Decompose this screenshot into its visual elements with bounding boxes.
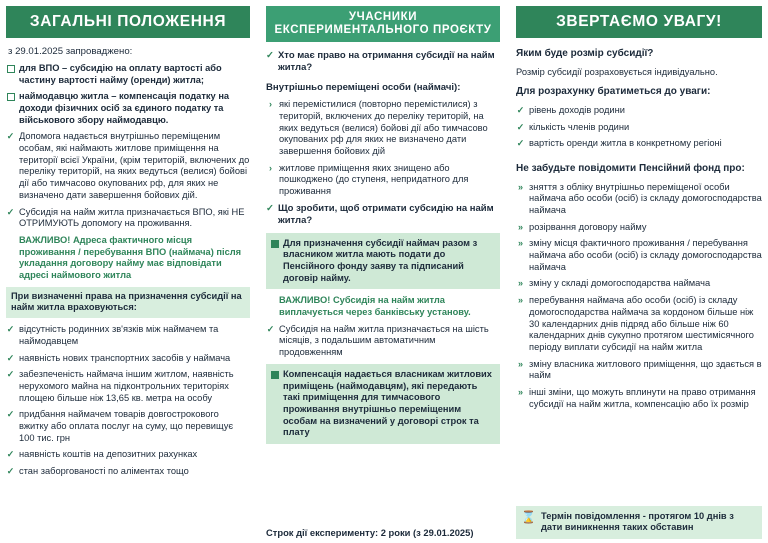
list-item-label: перебування наймача або особи (осіб) із складу домогосподарства наймача за кордоном більше ніж 30 календарних днів підряд або більше ніж 60 календарних днів сукупно протягом шестимісячного періоду виплати субсидії на найм житла [529, 295, 754, 352]
list-item [6, 409, 250, 444]
list-item [516, 138, 762, 150]
column-attention-header: ЗВЕРТАЄМО УВАГУ! [516, 6, 762, 38]
check-icon: ✓ [6, 131, 15, 142]
list-item [6, 131, 250, 201]
chevron-right-icon: » [518, 358, 524, 369]
compensation-label: Компенсація надається власникам житлових приміщень (наймодавцям), які передають такі приміщення для тимчасового проживання внутрішньо переміщеним особам на визначений у договорі строк та плату [282, 368, 492, 438]
chevron-right-icon: » [518, 278, 524, 289]
check-icon: ✓ [6, 409, 15, 420]
list-item [516, 238, 762, 273]
list-item-label: забезпеченість наймача іншим житлом, наявність нерухомого майна на підконтрольних територіях площею більше ніж 13,65 кв. метра на особу [19, 369, 234, 403]
list-item-label: які перемістилися (повторно перемістилися) з територій, включених до переліку територій, на яких ведуться (велися) бойові дії або тимчасово окупованих рф для яких не визначено дати завершення бойових дій [278, 99, 488, 156]
column-participants-header: УЧАСНИКИ ЕКСПЕРИМЕНТАЛЬНОГО ПРОЄКТУ [266, 6, 500, 42]
check-icon: ✓ [6, 324, 15, 335]
list-item [266, 99, 500, 158]
inform-title: Не забудьте повідомити Пенсійний фонд про: [516, 163, 745, 174]
notice-term-label: Термін повідомлення - протягом 10 днів з дати виникнення таких обставин [541, 510, 734, 533]
check-icon: ✓ [265, 202, 274, 214]
list-item [516, 182, 762, 217]
question-amount: Яким буде розмір субсидії? [516, 47, 654, 59]
column-general [6, 6, 258, 539]
chevron-right-icon: » [518, 295, 524, 306]
check-icon: ✓ [516, 138, 525, 149]
check-icon: ✓ [6, 352, 15, 363]
list-item-label: придбання наймачем товарів довгострокового вжитку або оплата послуг на суму, що перевищує 100 тис. грн [19, 409, 234, 443]
checkbox-icon [6, 63, 15, 76]
list-item-label: стан заборгованості по аліментах тощо [19, 466, 189, 477]
list-item-label: відсутність родинних зв'язків між наймачем та наймодавцем [19, 324, 219, 346]
checkbox-filled-icon [271, 238, 279, 252]
list-item [516, 295, 762, 354]
list-item [516, 359, 762, 382]
column-participants [258, 6, 508, 539]
apply-instruction-block [266, 233, 500, 290]
list-item-label: інші зміни, що можуть вплинути на право отримання субсидії на найм житла, компенсацію або їх розмір [529, 387, 756, 409]
project-term: Строк дії експерименту: 2 роки (з 29.01.2025) [265, 527, 474, 539]
list-item [516, 122, 762, 134]
compensation-block [266, 364, 500, 444]
list-item-label: Субсидія на найм житла призначається на шість місяців, з подальшим автоматичним продовженням [278, 323, 489, 358]
check-icon: ✓ [6, 449, 15, 460]
list-item-label: зміну місця фактичного проживання / перебування наймача або особи (осіб) із складу домогосподарства наймача [529, 238, 762, 272]
apply-instruction-label: Для призначення субсидії наймач разом з власником житла мають подати до Пенсійного фонду заяву та підписаний договір найму. [282, 237, 478, 283]
chevron-right-icon: » [518, 181, 524, 192]
list-item [6, 449, 250, 461]
important-note-label: ВАЖЛИВО! Адреса фактичного місця проживання / перебування ВПО (наймача) після укладання договору найму має відповідати адресі наймового житла [19, 234, 242, 281]
list-item-label: житлове приміщення яких знищено або пошкоджено (до ступеня, непридатного для проживання [278, 162, 469, 197]
list-item-label: вартість оренди житла в конкретному регіоні [529, 138, 722, 149]
check-icon: ✓ [265, 50, 274, 62]
check-icon: ✓ [6, 466, 15, 477]
chevron-right-icon: » [518, 221, 524, 232]
list-item-label: наймодавцю житла – компенсація податку на доходи фізичних осіб за єдиного податку та військового збору наймодавцю. [19, 91, 230, 125]
list-item [6, 353, 250, 365]
chevron-right-icon: › [268, 99, 272, 110]
list-item [266, 163, 500, 198]
list-item [6, 91, 250, 126]
criteria-title: При визначенні права на призначення субсидії на найм житла враховуються: [11, 290, 242, 313]
list-item [266, 324, 500, 359]
list-item [6, 466, 250, 478]
question-who [266, 50, 500, 74]
list-item [516, 278, 762, 290]
list-item [6, 63, 250, 86]
general-intro: з 29.01.2025 запроваджено: [8, 45, 133, 57]
column-general-header: ЗАГАЛЬНІ ПОЛОЖЕННЯ [6, 6, 250, 38]
important-note [266, 295, 500, 318]
list-item [516, 105, 762, 117]
list-item [6, 369, 250, 404]
check-icon: ✓ [266, 323, 275, 334]
hourglass-icon: ⌛ [521, 509, 536, 524]
chevron-right-icon: » [518, 238, 524, 249]
column-attention [508, 6, 762, 539]
list-item [516, 387, 762, 410]
list-item-label: зміну власника житлового приміщення, що здається в найм [529, 358, 762, 381]
question-who-label: Хто має право на отримання субсидії на найм житла? [277, 50, 495, 74]
list-item-label: Допомога надається внутрішньо переміщеним особам, які наймають житлове приміщення на території всієї України, (крім територій, включених до переліку територій, на яких ведуться (велися) бойові дії або тимчасово окупованих рф, для яких не визначено дати завершення бойових дій. [19, 131, 250, 200]
list-item-label: наявність нових транспортних засобів у наймача [19, 352, 231, 363]
list-item-label: кількість членів родини [529, 121, 630, 132]
list-item-label: зміну у складі домогосподарства наймача [529, 278, 711, 289]
check-icon: ✓ [6, 369, 15, 380]
check-icon: ✓ [516, 104, 525, 115]
chevron-right-icon: › [268, 162, 272, 173]
chevron-right-icon: » [518, 387, 524, 398]
checkbox-icon [6, 91, 15, 104]
check-icon: ✓ [516, 121, 525, 132]
list-item [6, 207, 250, 230]
notice-term-block [516, 506, 762, 539]
checkbox-filled-icon [271, 369, 279, 383]
calculation-title: Для розрахунку братиметься до уваги: [516, 86, 711, 98]
question-how-label: Що зробити, щоб отримати субсидію на найм житла? [277, 202, 494, 226]
list-item-label: Субсидія на найм житла призначається ВПО, які НЕ ОТРИМУЮТЬ допомогу на проживання. [19, 206, 245, 229]
list-item-label: рівень доходів родини [529, 104, 625, 115]
list-item [516, 222, 762, 234]
question-how [266, 203, 500, 227]
list-item [6, 324, 250, 347]
list-item-label: наявність коштів на депозитних рахунках [19, 449, 198, 460]
list-item-label: розірвання договору найму [529, 221, 647, 232]
important-note [6, 235, 250, 282]
important-note-label: ВАЖЛИВО! Субсидія на найм житла виплачується через банківську установу. [278, 295, 471, 318]
list-item-label: зняття з обліку внутрішньо переміщеної особи наймача або особи (осіб) із складу домогосподарства наймача [529, 181, 762, 215]
criteria-title-block [6, 287, 250, 318]
answer-amount: Розмір субсидії розраховується індивідуально. [516, 67, 718, 78]
subheading-idp: Внутрішньо переміщені особи (наймачі): [265, 82, 461, 94]
check-icon: ✓ [6, 206, 15, 217]
list-item-label: для ВПО – субсидію на оплату вартості або частину вартості найму (оренди) житла; [19, 62, 222, 85]
